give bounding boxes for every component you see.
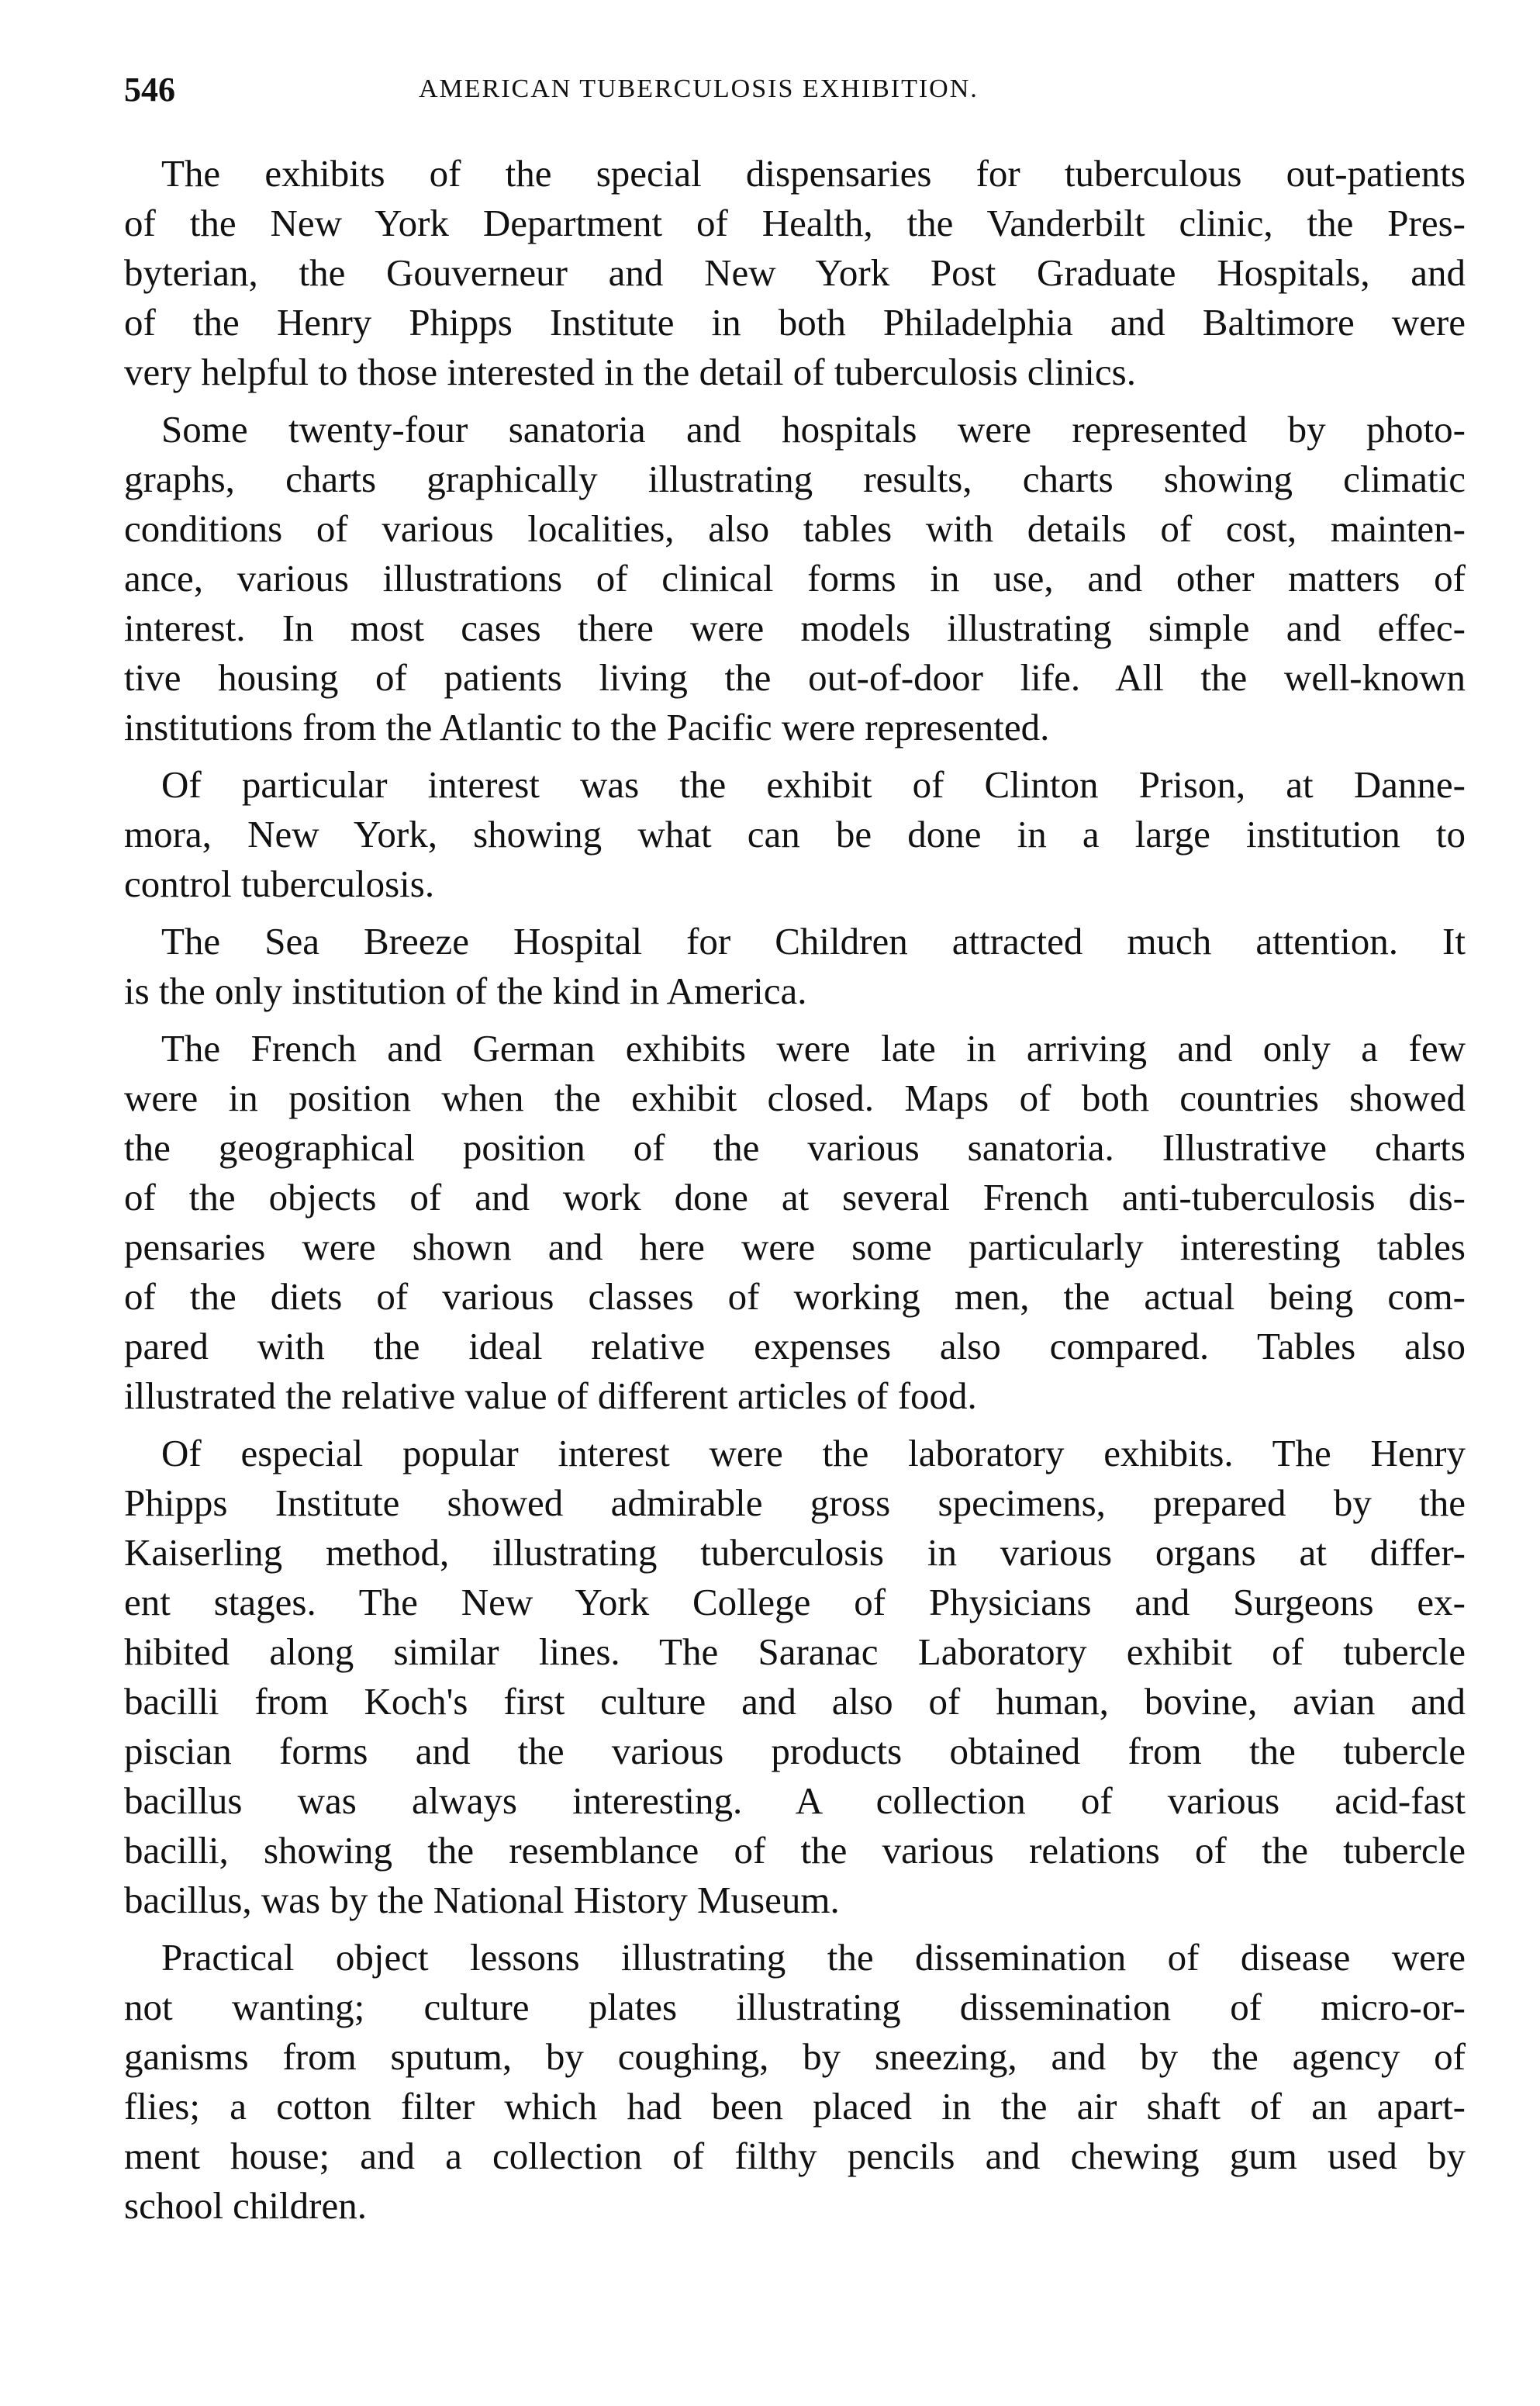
text-line: illustrated the relative value of different articles of food.: [124, 1374, 977, 1417]
text-line: bacillus was always interesting. A collection of various acid-fast: [124, 1779, 1466, 1822]
text-line: school children.: [124, 2184, 367, 2227]
text-line: Phipps Institute showed admirable gross specimens, prepared by the: [124, 1481, 1466, 1524]
text-line: the geographical position of the various sanatoria. Illustrative charts: [124, 1126, 1466, 1169]
text-line: of the diets of various classes of working men, the actual being com-: [124, 1275, 1466, 1318]
text-line: tive housing of patients living the out-of-door life. All the well-known: [124, 656, 1466, 699]
text-line: were in position when the exhibit closed. Maps of both countries showed: [124, 1077, 1466, 1119]
running-title: AMERICAN TUBERCULOSIS EXHIBITION.: [419, 74, 979, 103]
text-line: Of particular interest was the exhibit of Clinton Prison, at Danne-: [161, 763, 1466, 806]
paragraph: [124, 1024, 1466, 1421]
text-line: bacillus, was by the National History Museum.: [124, 1879, 840, 1921]
text-line: control tuberculosis.: [124, 862, 435, 905]
text-line: of the objects of and work done at several French anti-tuberculosis dis-: [124, 1176, 1466, 1219]
paragraph: [124, 1429, 1466, 1925]
text-line: not wanting; culture plates illustrating dissemination of micro-or-: [124, 1986, 1466, 2028]
text-line: ent stages. The New York College of Physicians and Surgeons ex-: [124, 1581, 1466, 1623]
text-line: flies; a cotton filter which had been placed in the air shaft of an apart-: [124, 2085, 1466, 2128]
paragraph: [124, 405, 1466, 752]
text-line: ance, various illustrations of clinical forms in use, and other matters of: [124, 557, 1466, 600]
text-line: Practical object lessons illustrating the dissemination of disease were: [161, 1936, 1466, 1979]
text-line: The Sea Breeze Hospital for Children attracted much attention. It: [161, 920, 1466, 963]
page-number: 546: [124, 71, 175, 109]
text-line: piscian forms and the various products obtained from the tubercle: [124, 1730, 1466, 1772]
text-line: Of especial popular interest were the laboratory exhibits. The Henry: [161, 1432, 1466, 1474]
text-line: ganisms from sputum, by coughing, by sneezing, and by the agency of: [124, 2035, 1466, 2078]
paragraph: [124, 149, 1466, 397]
text-line: ment house; and a collection of filthy pencils and chewing gum used by: [124, 2135, 1466, 2177]
paragraph: [124, 1933, 1466, 2231]
body-text: [124, 149, 1466, 2238]
text-line: institutions from the Atlantic to the Pacific were represented.: [124, 706, 1050, 748]
text-line: graphs, charts graphically illustrating results, charts showing climatic: [124, 458, 1466, 500]
paragraph: [124, 760, 1466, 909]
text-line: Some twenty-four sanatoria and hospitals were represented by photo-: [161, 408, 1466, 451]
text-line: very helpful to those interested in the detail of tuberculosis clinics.: [124, 351, 1136, 393]
text-line: of the Henry Phipps Institute in both Philadelphia and Baltimore were: [124, 301, 1466, 344]
paragraph: [124, 917, 1466, 1016]
text-line: pared with the ideal relative expenses also compared. Tables also: [124, 1325, 1466, 1367]
text-line: pensaries were shown and here were some particularly interesting tables: [124, 1225, 1466, 1268]
text-line: bacilli, showing the resemblance of the various relations of the tubercle: [124, 1829, 1466, 1872]
text-line: hibited along similar lines. The Saranac Laboratory exhibit of tubercle: [124, 1630, 1466, 1673]
page-header: [124, 70, 1466, 116]
text-line: The exhibits of the special dispensaries for tuberculous out-patients: [161, 152, 1466, 195]
text-line: of the New York Department of Health, the Vanderbilt clinic, the Pres-: [124, 202, 1466, 244]
text-line: interest. In most cases there were models illustrating simple and effec-: [124, 607, 1466, 649]
text-line: conditions of various localities, also tables with details of cost, mainten-: [124, 507, 1466, 550]
text-line: byterian, the Gouverneur and New York Post Graduate Hospitals, and: [124, 251, 1466, 294]
text-line: is the only institution of the kind in America.: [124, 970, 807, 1012]
text-line: Kaiserling method, illustrating tuberculosis in various organs at differ-: [124, 1531, 1466, 1574]
text-line: The French and German exhibits were late in arriving and only a few: [161, 1027, 1466, 1070]
text-line: bacilli from Koch's first culture and also of human, bovine, avian and: [124, 1680, 1466, 1723]
text-line: mora, New York, showing what can be done in a large institution to: [124, 813, 1466, 856]
